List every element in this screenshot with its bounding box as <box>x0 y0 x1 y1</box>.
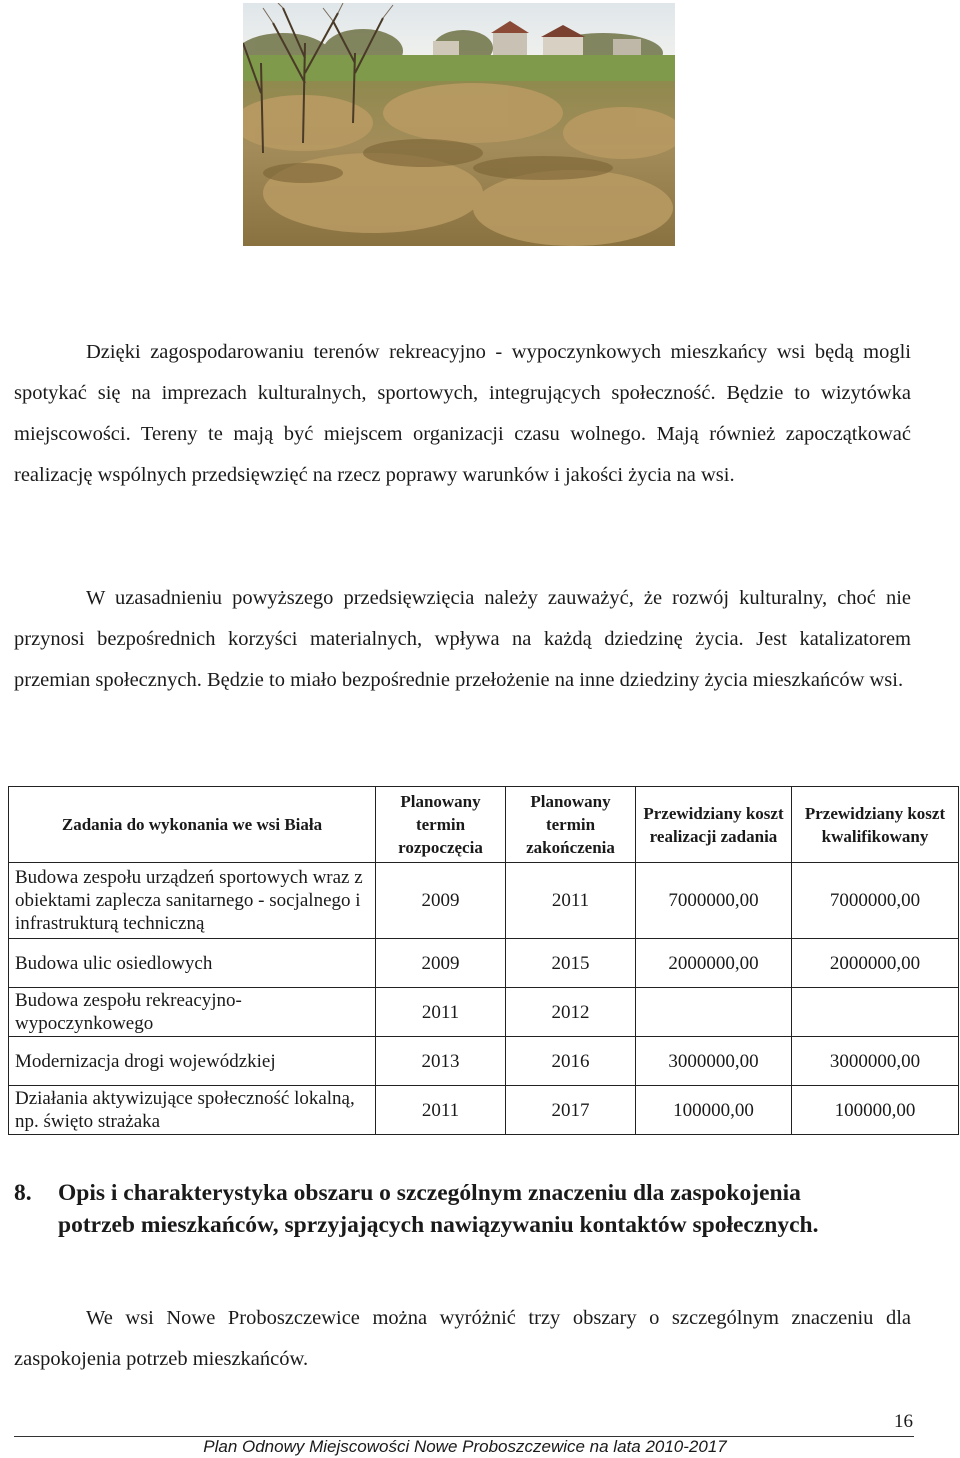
section-title: Opis i charakterystyka obszaru o szczególnym znaczeniu dla zaspokojenia potrzeb mieszkańców, sprzyjających nawiązywaniu kontaktów społecznych. <box>58 1180 819 1238</box>
table-row <box>9 1086 959 1135</box>
task-cell: Modernizacja drogi wojewódzkiej <box>9 1037 376 1086</box>
start-cell: 2009 <box>376 939 506 988</box>
header-cost-total: Przewidziany koszt realizacji zadania <box>636 787 792 863</box>
header-end: Planowany termin zakończenia <box>506 787 636 863</box>
table-row <box>9 988 959 1037</box>
paragraph-recreation-benefits: Dzięki zagospodarowaniu terenów rekreacyjno - wypoczynkowych mieszkańcy wsi będą mogli spotykać się na imprezach kulturalnych, sportowych, integrujących społeczność. Będzie to wizytówka miejscowości. Tereny te mają być miejscem organizacji czasu wolnego. Mają również zapoczątkować realizację wspólnych przedsięwzięć na rzecz poprawy warunków i jakości życia na wsi. <box>14 341 911 486</box>
cost-total-cell: 100000,00 <box>636 1086 792 1135</box>
page-number: 16 <box>894 1411 913 1432</box>
end-cell: 2016 <box>506 1037 636 1086</box>
cost-total-cell: 7000000,00 <box>636 863 792 939</box>
section-number: 8. <box>14 1180 32 1206</box>
task-cell: Budowa zespołu urządzeń sportowych wraz z obiektami zaplecza sanitarnego - socjalnego i infrastrukturą techniczną <box>9 863 376 939</box>
cost-eligible-cell: 3000000,00 <box>792 1037 959 1086</box>
table-row <box>9 1037 959 1086</box>
cost-eligible-cell <box>792 988 959 1037</box>
task-cell: Budowa zespołu rekreacyjno-wypoczynkowego <box>9 988 376 1037</box>
table-row <box>9 939 959 988</box>
tasks-table <box>8 786 959 1135</box>
meadow-photo <box>243 3 675 246</box>
paragraph-areas-intro: We wsi Nowe Proboszczewice można wyróżnić trzy obszary o szczególnym znaczeniu dla zaspokojenia potrzeb mieszkańców. <box>14 1307 911 1370</box>
table-header-row <box>9 787 959 863</box>
cost-total-cell: 2000000,00 <box>636 939 792 988</box>
cost-eligible-cell: 7000000,00 <box>792 863 959 939</box>
header-cost-eligible: Przewidziany koszt kwalifikowany <box>792 787 959 863</box>
end-cell: 2011 <box>506 863 636 939</box>
cost-eligible-cell: 100000,00 <box>792 1086 959 1135</box>
table-row <box>9 863 959 939</box>
start-cell: 2009 <box>376 863 506 939</box>
end-cell: 2017 <box>506 1086 636 1135</box>
meadow-photo-icon <box>243 3 675 246</box>
start-cell: 2011 <box>376 1086 506 1135</box>
task-cell: Działania aktywizujące społeczność lokalną, np. święto strażaka <box>9 1086 376 1135</box>
header-start: Planowany termin rozpoczęcia <box>376 787 506 863</box>
cost-total-cell <box>636 988 792 1037</box>
section-heading <box>14 1177 914 1241</box>
header-task: Zadania do wykonania we wsi Biała <box>9 787 376 863</box>
end-cell: 2012 <box>506 988 636 1037</box>
task-cell: Budowa ulic osiedlowych <box>9 939 376 988</box>
paragraph-justification: W uzasadnieniu powyższego przedsięwzięcia należy zauważyć, że rozwój kulturalny, choć nie przynosi bezpośrednich korzyści materialnych, wpływa na każdą dziedzinę życia. Jest katalizatorem przemian społecznych. Będzie to miało bezpośrednie przełożenie na inne dziedziny życia mieszkańców wsi. <box>14 587 911 691</box>
footer-title: Plan Odnowy Miejscowości Nowe Proboszczewice na lata 2010-2017 <box>203 1437 727 1456</box>
cost-total-cell: 3000000,00 <box>636 1037 792 1086</box>
cost-eligible-cell: 2000000,00 <box>792 939 959 988</box>
end-cell: 2015 <box>506 939 636 988</box>
start-cell: 2011 <box>376 988 506 1037</box>
start-cell: 2013 <box>376 1037 506 1086</box>
